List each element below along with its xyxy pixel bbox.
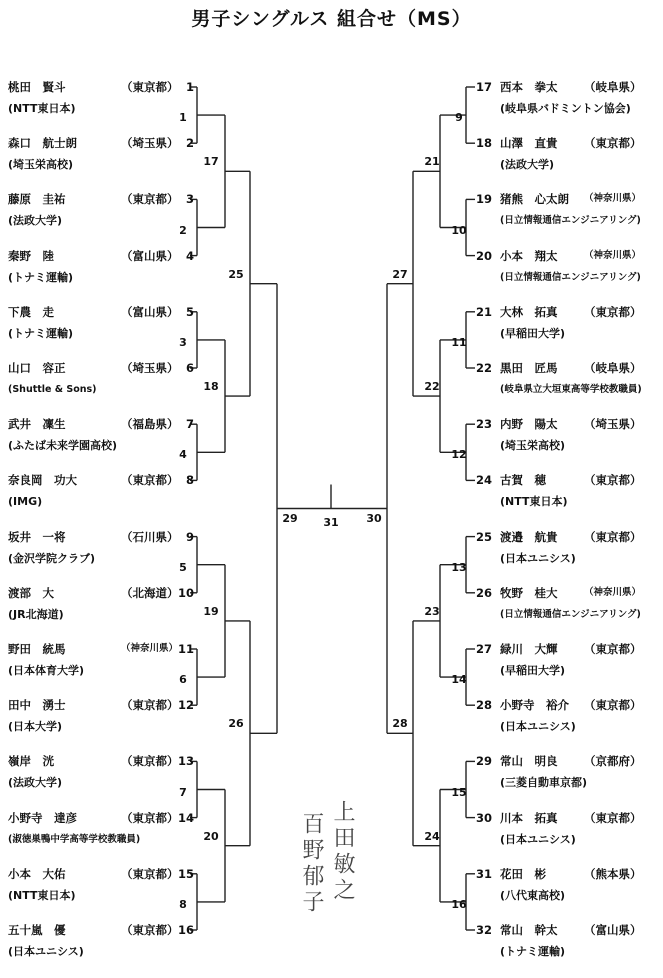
match-number: 13	[451, 560, 467, 574]
player-prefecture: （東京都）	[121, 192, 179, 207]
player-name: 常山 明良	[500, 754, 558, 769]
player-team: (埼玉栄高校)	[8, 158, 74, 172]
player-seed: 2	[185, 136, 194, 151]
player-team: (日本ユニシス)	[8, 945, 84, 958]
player-team: (トナミ運輸)	[500, 945, 566, 958]
match-number: 24	[424, 829, 440, 843]
player-name: 森口 航士朗	[8, 136, 77, 151]
player-name: 牧野 桂大	[500, 585, 558, 600]
player-seed: 8	[185, 473, 194, 488]
match-number: 19	[203, 604, 219, 618]
player-prefecture: （石川県）	[121, 529, 179, 544]
player-name: 緑川 大輝	[500, 642, 558, 656]
player-name: 西本 拳太	[500, 80, 558, 94]
player-seed: 27	[476, 642, 493, 656]
player-team: (NTT東日本)	[8, 888, 76, 902]
player-team: (日本体育大学)	[8, 664, 85, 677]
player-seed: 19	[476, 192, 493, 207]
player-name: 武井 凜生	[8, 417, 66, 432]
player-team: (法政大学)	[8, 214, 63, 228]
player-prefecture: （福島県）	[121, 417, 179, 432]
player-seed: 14	[178, 810, 195, 825]
player-seed: 1	[185, 80, 194, 94]
player-seed: 16	[178, 923, 195, 937]
player-seed: 24	[476, 473, 493, 488]
player-prefecture: （東京都）	[121, 473, 179, 488]
player-prefecture: （東京都）	[121, 698, 179, 713]
player-seed: 7	[185, 417, 194, 432]
match-number: 1	[179, 111, 187, 125]
player-seed: 30	[476, 810, 493, 825]
player-seed: 9	[185, 529, 194, 544]
player-team: (日本大学)	[8, 720, 63, 734]
player-name: 花田 彬	[500, 866, 546, 881]
signature-left: 百野郁子	[299, 812, 324, 916]
player-prefecture: （東京都）	[121, 810, 179, 825]
player-seed: 4	[185, 248, 194, 263]
player-prefecture: （富山県）	[121, 248, 179, 263]
player-prefecture: （京都府）	[584, 754, 642, 769]
player-prefecture: （神奈川県）	[584, 586, 642, 598]
player-seed: 3	[185, 192, 194, 207]
player-prefecture: （東京都）	[121, 80, 179, 94]
player-seed: 6	[185, 361, 194, 375]
player-name: 大林 拓真	[500, 304, 558, 319]
player-seed: 20	[476, 248, 493, 263]
match-number: 23	[424, 604, 440, 618]
player-team: (日本ユニシス)	[500, 832, 576, 846]
player-team: (Shuttle & Sons)	[8, 384, 97, 395]
player-name: 下農 走	[8, 304, 54, 319]
player-team: (埼玉栄高校)	[500, 439, 566, 453]
player-name: 古賀 穂	[500, 473, 546, 488]
player-name: 黒田 匠馬	[500, 361, 558, 375]
player-team: (法政大学)	[500, 158, 555, 172]
match-number: 10	[451, 223, 467, 237]
player-seed: 23	[476, 417, 493, 432]
match-number: 3	[179, 335, 187, 349]
match-number: 11	[451, 335, 467, 349]
player-name: 小野寺 達彦	[8, 810, 77, 825]
match-number: 17	[203, 155, 219, 169]
player-seed: 32	[476, 923, 493, 937]
player-team: (日本ユニシス)	[500, 720, 576, 734]
match-number: 22	[424, 380, 440, 394]
match-number: 15	[451, 785, 467, 799]
player-name: 小野寺 裕介	[500, 698, 569, 713]
player-name: 桃田 賢斗	[8, 80, 66, 94]
player-prefecture: （北海道）	[121, 585, 179, 600]
match-number: 8	[179, 897, 187, 911]
player-seed: 18	[476, 136, 493, 151]
player-prefecture: （東京都）	[584, 304, 642, 319]
player-team: (淑徳巣鴨中学高等学校教職員)	[8, 833, 141, 845]
match-number: 2	[179, 223, 187, 237]
match-number: 12	[451, 448, 467, 462]
player-name: 小本 大佑	[8, 866, 66, 881]
player-prefecture: （東京都）	[584, 529, 642, 544]
player-team: (早稲田大学)	[500, 664, 566, 677]
player-team: (NTT東日本)	[8, 102, 76, 115]
player-name: 五十嵐 優	[8, 923, 66, 937]
player-team: (日立情報通信エンジニアリング)	[500, 271, 641, 283]
match-number: 27	[392, 267, 408, 281]
match-number: 29	[282, 511, 298, 525]
match-number: 9	[455, 111, 463, 125]
match-number: 18	[203, 380, 219, 394]
player-name: 嶺岸 洸	[8, 754, 54, 769]
player-prefecture: （富山県）	[584, 923, 642, 937]
match-number: 7	[179, 785, 187, 799]
player-name: 山口 容正	[8, 361, 66, 375]
player-name: 内野 陽太	[500, 417, 558, 432]
player-prefecture: （埼玉県）	[121, 136, 179, 151]
match-number: 26	[228, 717, 244, 731]
player-seed: 29	[476, 754, 493, 769]
player-name: 小本 翔太	[500, 248, 558, 263]
player-seed: 22	[476, 361, 493, 375]
player-name: 藤原 圭祐	[8, 192, 66, 207]
player-team: (トナミ運輸)	[8, 270, 74, 284]
match-number: 30	[366, 511, 382, 525]
player-team: (NTT東日本)	[500, 495, 568, 509]
match-number: 6	[179, 673, 187, 687]
player-name: 田中 湧士	[8, 698, 66, 713]
player-name: 野田 統馬	[8, 642, 66, 656]
player-name: 渡邉 航貴	[500, 529, 558, 544]
player-team: (岐阜県バドミントン協会)	[500, 102, 631, 115]
player-name: 坂井 一将	[8, 529, 66, 544]
player-seed: 26	[476, 585, 493, 600]
player-team: (JR北海道)	[8, 607, 64, 621]
player-seed: 10	[178, 585, 195, 600]
player-prefecture: （富山県）	[121, 304, 179, 319]
player-team: (八代東高校)	[500, 888, 566, 902]
player-seed: 13	[178, 754, 195, 769]
player-prefecture: （東京都）	[584, 642, 642, 656]
player-name: 秦野 陸	[8, 248, 54, 263]
player-seed: 11	[178, 642, 195, 656]
match-number: 28	[392, 717, 408, 731]
player-seed: 12	[178, 698, 195, 713]
player-prefecture: （岐阜県）	[584, 80, 642, 94]
player-seed: 5	[185, 304, 194, 319]
player-prefecture: （神奈川県）	[584, 193, 642, 205]
match-number: 14	[451, 673, 467, 687]
player-prefecture: （東京都）	[584, 473, 642, 488]
player-seed: 15	[178, 866, 195, 881]
player-team: (日立情報通信エンジニアリング)	[500, 608, 641, 620]
player-prefecture: （東京都）	[584, 136, 642, 151]
match-number: 16	[451, 897, 467, 911]
player-team: (法政大学)	[8, 776, 63, 790]
player-seed: 17	[476, 80, 493, 94]
player-prefecture: （岐阜県）	[584, 361, 642, 375]
player-team: (日本ユニシス)	[500, 551, 576, 565]
player-prefecture: （東京都）	[584, 810, 642, 825]
player-name: 川本 拓真	[500, 810, 558, 825]
player-prefecture: （神奈川県）	[121, 643, 179, 654]
match-number: 31	[323, 515, 339, 529]
player-prefecture: （埼玉県）	[584, 417, 642, 432]
player-team: (日立情報通信エンジニアリング)	[500, 215, 641, 227]
player-team: (IMG)	[8, 495, 43, 509]
match-number: 20	[203, 829, 219, 843]
player-prefecture: （埼玉県）	[121, 361, 179, 375]
player-team: (岐阜県立大垣東高等学校教職員)	[500, 384, 642, 395]
player-name: 渡部 大	[8, 585, 54, 600]
player-seed: 25	[476, 529, 493, 544]
player-team: (トナミ運輸)	[8, 326, 74, 340]
player-name: 猪熊 心太朗	[500, 192, 569, 207]
player-seed: 31	[476, 866, 493, 881]
player-name: 奈良岡 功大	[8, 473, 77, 488]
player-seed: 21	[476, 304, 493, 319]
player-team: (早稲田大学)	[500, 326, 566, 340]
player-name: 常山 幹太	[500, 923, 558, 937]
match-number: 4	[179, 448, 187, 462]
player-team: (ふたば未来学園高校)	[8, 439, 118, 453]
signature-right: 上田敏之	[330, 800, 355, 904]
player-prefecture: （熊本県）	[584, 866, 642, 881]
player-seed: 28	[476, 698, 493, 713]
match-number: 21	[424, 155, 440, 169]
player-prefecture: （東京都）	[121, 866, 179, 881]
player-prefecture: （東京都）	[121, 923, 179, 937]
player-prefecture: （東京都）	[584, 698, 642, 713]
player-name: 山澤 直貴	[500, 136, 558, 151]
player-team: (三菱自動車京都)	[500, 776, 588, 790]
page-title: 男子シングルス 組合せ（MS）	[191, 8, 472, 30]
player-prefecture: （神奈川県）	[584, 249, 642, 261]
match-number: 5	[179, 560, 187, 574]
player-team: (金沢学院クラブ)	[8, 551, 96, 565]
player-prefecture: （東京都）	[121, 754, 179, 769]
match-number: 25	[228, 267, 244, 281]
